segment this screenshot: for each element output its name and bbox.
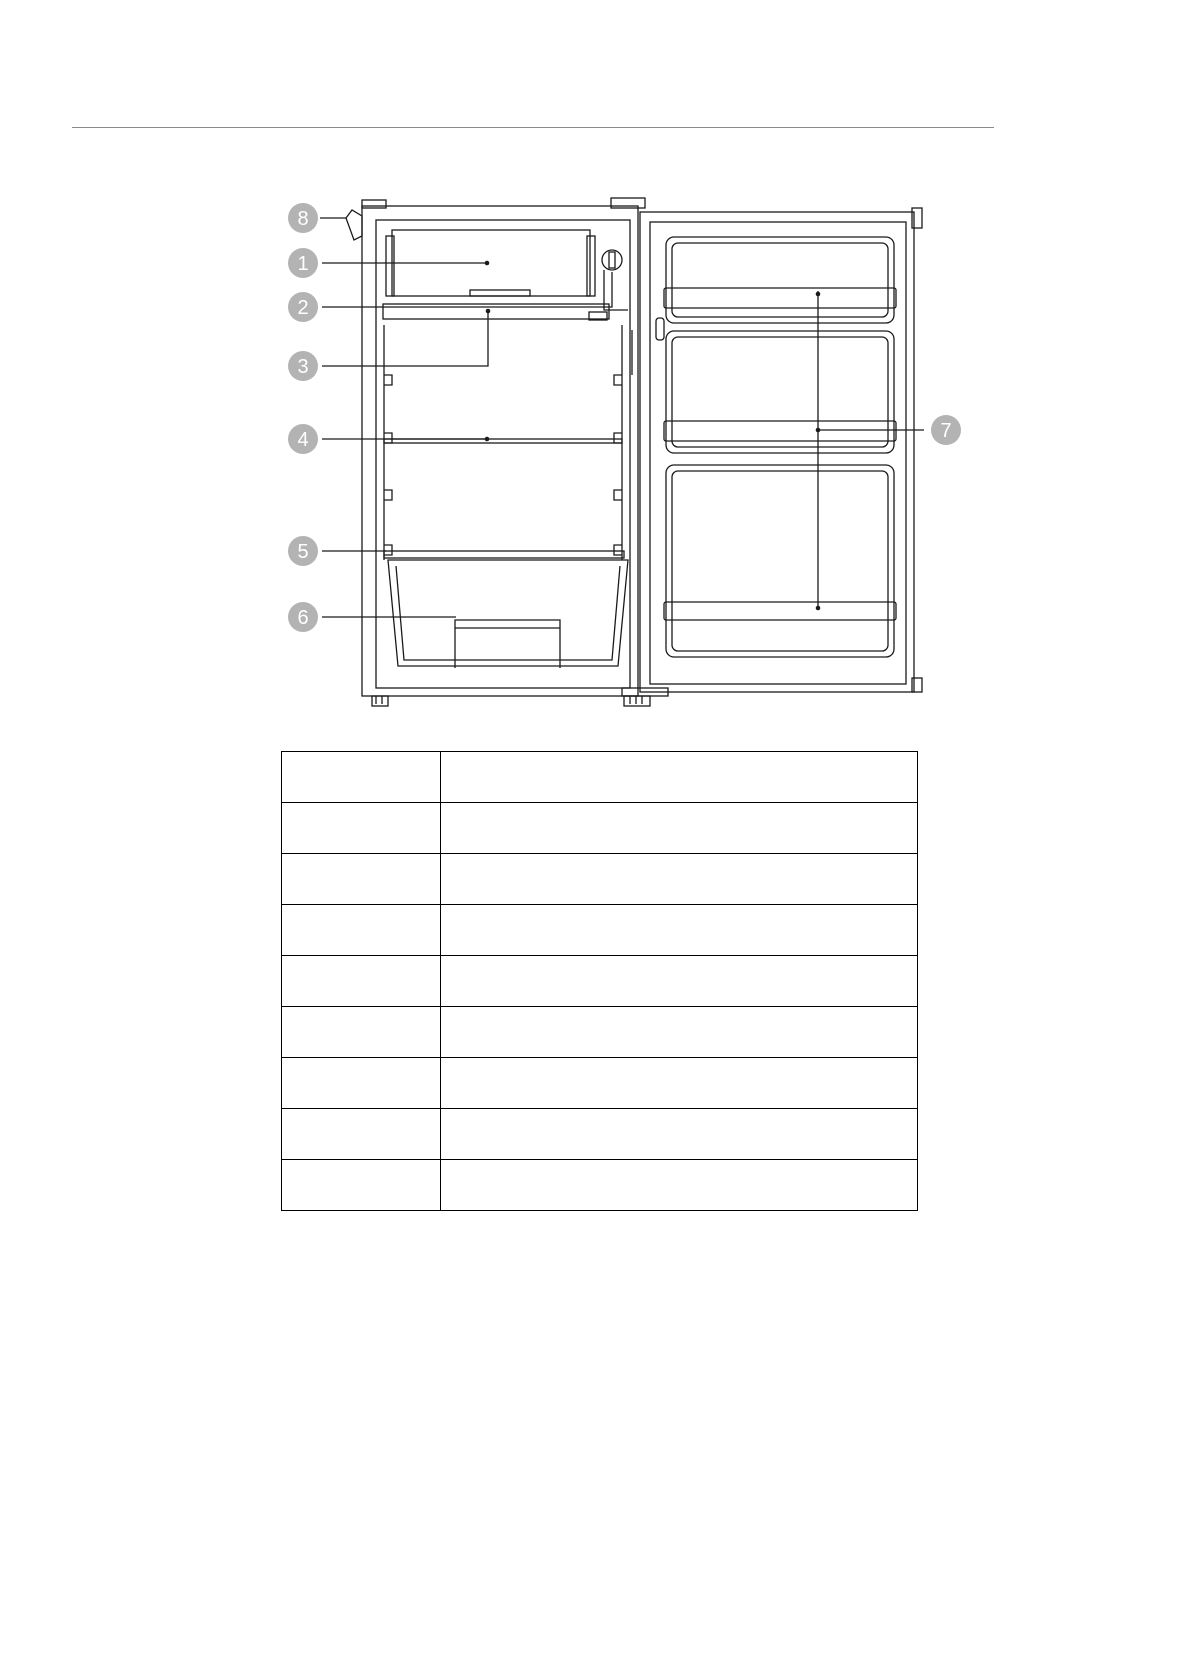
callout-number: 4 (297, 429, 309, 451)
leader-line-2 (322, 272, 612, 307)
callout-number: 1 (297, 253, 309, 275)
table-row (282, 1109, 918, 1160)
part-number-cell (282, 803, 441, 854)
part-description-cell (441, 803, 918, 854)
callout-6 (288, 602, 318, 632)
crisper-drawer (388, 560, 628, 668)
part-number-cell (282, 1007, 441, 1058)
part-number-cell (282, 905, 441, 956)
part-description-cell (441, 752, 918, 803)
callout-8 (288, 203, 318, 233)
part-description-cell (441, 905, 918, 956)
table-row (282, 956, 918, 1007)
callout-number: 3 (297, 356, 309, 378)
door-handle (346, 210, 362, 240)
callout-2 (288, 292, 318, 322)
refrigerator-diagram (0, 0, 1192, 720)
parts-table (281, 751, 918, 1211)
callout-number: 6 (297, 607, 309, 629)
part-description-cell (441, 1109, 918, 1160)
part-number-cell (282, 854, 441, 905)
part-number-cell (282, 1058, 441, 1109)
crisper-cover (384, 551, 624, 558)
callout-7 (931, 415, 961, 445)
part-description-cell (441, 1007, 918, 1058)
part-description-cell (441, 854, 918, 905)
part-description-cell (441, 956, 918, 1007)
callout-number: 2 (297, 297, 309, 319)
part-number-cell (282, 752, 441, 803)
table-row (282, 854, 918, 905)
table-row (282, 905, 918, 956)
callout-number: 8 (297, 208, 309, 230)
callout-number: 7 (940, 420, 952, 442)
part-number-cell (282, 956, 441, 1007)
leader-line-7 (818, 291, 924, 609)
table-row (282, 1007, 918, 1058)
part-description-cell (441, 1058, 918, 1109)
callout-number: 5 (297, 541, 309, 563)
callout-3 (288, 351, 318, 381)
table-row (282, 1160, 918, 1211)
part-number-cell (282, 1109, 441, 1160)
part-number-cell (282, 1160, 441, 1211)
part-description-cell (441, 1160, 918, 1211)
callout-5 (288, 536, 318, 566)
table-row (282, 1058, 918, 1109)
thermostat-knob (602, 250, 628, 310)
table-row (282, 803, 918, 854)
callout-4 (288, 424, 318, 454)
table-row (282, 752, 918, 803)
door (640, 208, 922, 692)
callout-1 (288, 248, 318, 278)
